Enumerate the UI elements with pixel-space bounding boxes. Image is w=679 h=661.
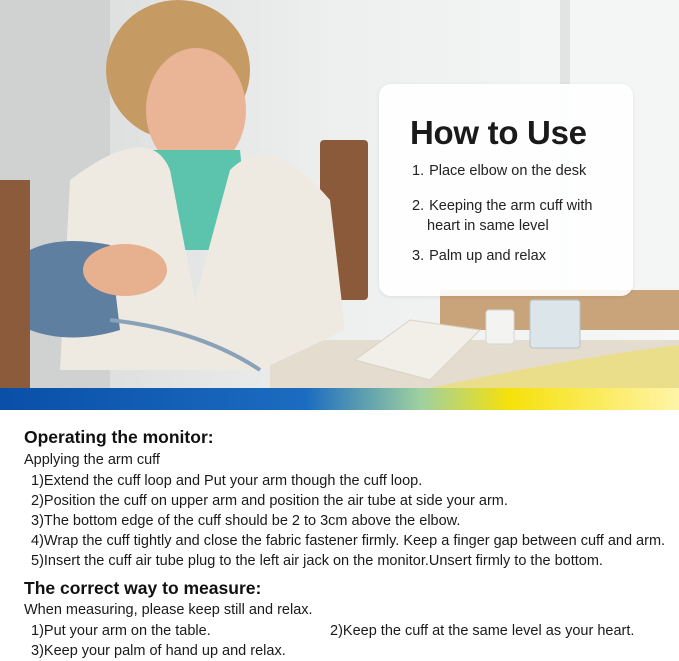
operating-heading: Operating the monitor:: [24, 427, 214, 447]
operating-intro: Applying the arm cuff: [24, 452, 160, 468]
operating-heading-block: [24, 427, 214, 448]
correct-way-item-1: 1)Put your arm on the table.: [31, 623, 211, 639]
how-to-use-title: How to Use: [410, 114, 587, 151]
correct-way-intro: When measuring, please keep still and relax.: [24, 602, 313, 618]
how-to-step-1: 1. Place elbow on the desk: [412, 163, 587, 179]
operating-item-1: 1)Extend the cuff loop and Put your arm though the cuff loop.: [31, 473, 423, 489]
correct-way-heading: The correct way to measure:: [24, 578, 262, 598]
operating-item-3: 3)The bottom edge of the cuff should be 2 to 3cm above the elbow.: [31, 513, 461, 529]
operating-item-5: 5)Insert the cuff air tube plug to the left air jack on the monitor.Unsert firmly to the bottom.: [31, 553, 603, 569]
operating-item-2: 2)Position the cuff on upper arm and position the air tube at side your arm.: [31, 493, 508, 509]
correct-way-item-2: 2)Keep the cuff at the same level as your heart.: [330, 623, 635, 639]
how-to-use-card: [379, 84, 633, 296]
how-to-step-2: 2. Keeping the arm cuff with heart in same level: [412, 198, 593, 234]
operating-item-4: 4)Wrap the cuff tightly and close the fabric fastener firmly. Keep a finger gap between cuff and arm.: [31, 533, 666, 549]
correct-way-heading-block: [24, 578, 261, 599]
how-to-step-3: 3. Palm up and relax: [412, 248, 546, 264]
correct-way-item-3: 3)Keep your palm of hand up and relax.: [31, 643, 286, 659]
